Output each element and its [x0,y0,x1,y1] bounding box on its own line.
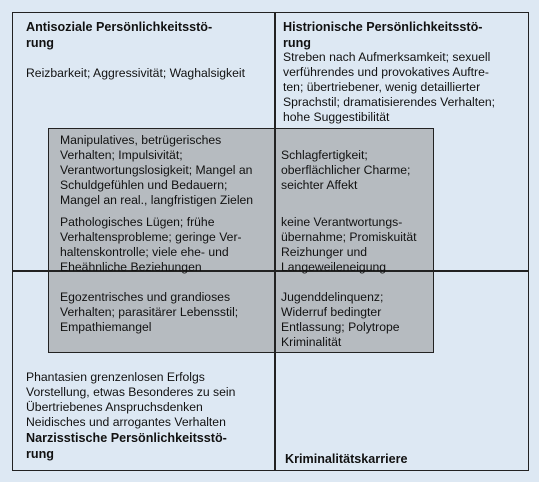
narcissistic-overlap-traits: Egozentrisches und grandioses Verhalten; parasitärer Lebensstil; Empathiemangel [60,290,239,334]
criminal-career-title: Kriminalitätskarriere [285,452,408,466]
antisocial-narcissistic-traits: Pathologisches Lügen; frühe Verhaltensprobleme; geringe Ver- haltenskontrolle; viele ehe- und Eheähnliche Beziehungen [60,215,242,274]
narcissistic-title: Narzisstische Persönlichkeitsstö- rung [26,431,227,461]
narcissistic-traits: Phantasien grenzenlosen Erfolgs Vorstellung, etwas Besonderes zu sein Übertriebenes Anspruchsdenken Neidisches und arrogantes Verhalten [26,370,236,429]
criminal-overlap-traits: Jugenddelinquenz; Widerruf bedingter Entlassung; Polytrope Kriminalität [281,290,400,349]
histrionic-traits: Streben nach Aufmerksamkeit; sexuell verführendes und provokatives Auftre- ten; übertriebener, wenig detaillierter Sprachstil; dramatisierendes Verhalten; hohe Suggestibilität [283,50,496,124]
antisocial-title: Antisoziale Persönlichkeitsstö- rung [26,20,213,50]
antisocial-criminal-traits: keine Verantwortungs- übernahme; Promiskuität Reizhunger und Langeweileneigung [281,215,417,274]
antisocial-histrionic-traits: Schlagfertigkeit; oberflächlicher Charme; seichter Affekt [281,148,411,192]
antisocial-overlap-traits: Manipulatives, betrügerisches Verhalten; Impulsivität; Verantwortungslosigkeit; Mangel an Schuldgefühlen und Bedauern; Mangel an real., langfristigen Zielen [60,133,254,207]
histrionic-title: Histrionische Persönlichkeitsstö- rung [283,20,483,50]
antisocial-traits: Reizbarkeit; Aggressivität; Waghalsigkeit [26,66,246,80]
